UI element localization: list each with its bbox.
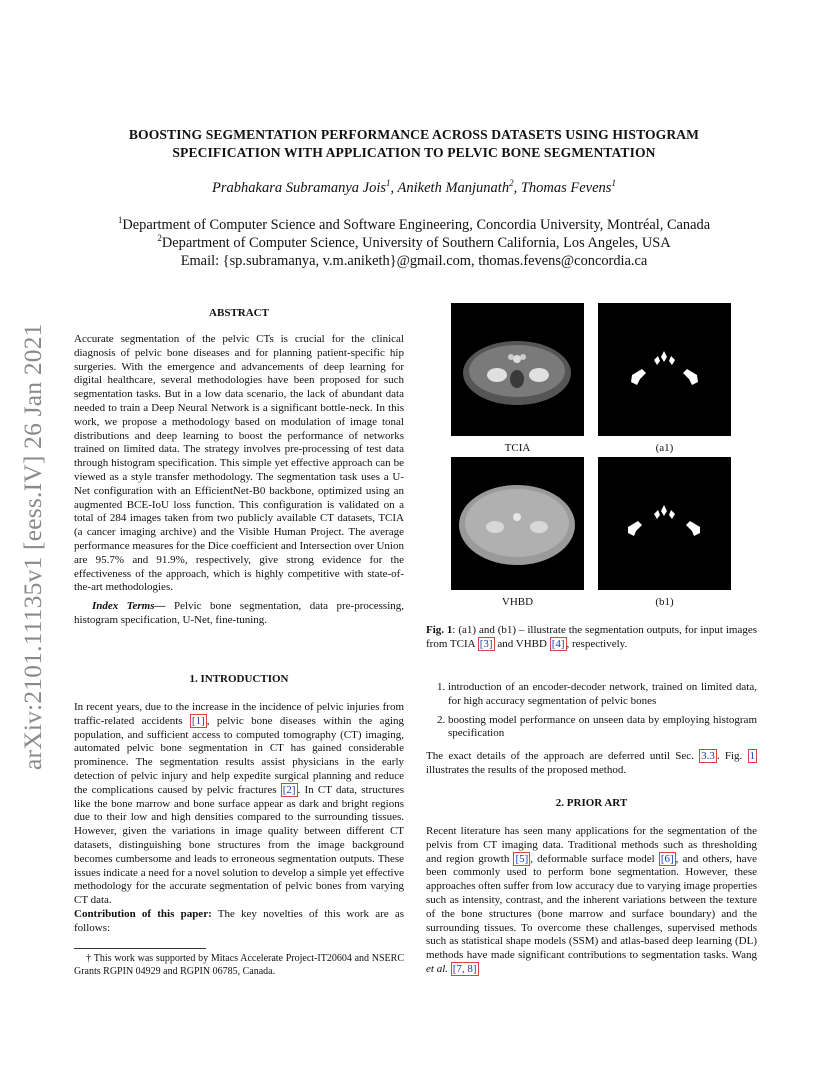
citation-link[interactable]: [7, 8] (452, 962, 477, 975)
author-2: Aniketh Manjunath (397, 180, 510, 196)
list-item: 2. boosting model performance on unseen data by employing histogram specification (448, 714, 757, 742)
section-link[interactable]: 3.3 (701, 750, 715, 762)
figure-label-vhbd: VHBD (501, 596, 534, 608)
author-2-affil: 2 (509, 178, 514, 188)
figure-label-tcia: TCIA (504, 442, 531, 454)
prior-art-heading: 2. PRIOR ART (555, 797, 628, 809)
segmentation-output-b1 (598, 457, 731, 590)
author-3-affil: 1 (611, 178, 616, 188)
ct-image-vhbd (451, 457, 584, 590)
citation-link[interactable]: [5] (515, 852, 529, 865)
segmentation-output-a1 (598, 303, 731, 436)
figure-label-b1: (b1) (655, 596, 674, 608)
abstract-heading: ABSTRACT (209, 307, 269, 319)
citation-link[interactable]: [4] (551, 637, 565, 650)
author-1: Prabhakara Subramanya Jois (212, 180, 387, 196)
citation-link[interactable]: [6] (660, 852, 674, 865)
affiliation-2: $^2$Department of Computer Science, University of Southern California, Los Angeles, USA (157, 233, 671, 251)
exact-details-paragraph: The exact details of the approach are deferred until Sec. 3.3 . Fig. 1 illustrates the results of the proposed method. (426, 750, 755, 776)
index-terms: Index Terms— Pelvic bone segmentation, data pre-processing, histogram specification, U-Net, fine-tuning. (74, 600, 404, 626)
abstract-body: Accurate segmentation of the pelvic CTs is crucial for the clinical diagnosis of pelvic bone diseases and for planning patient-specific hip surgeries. With the emergence and advancements of deep learning for digital healthcare, several methodologies have been proposed for such segmentation tasks. But in a low data scenario, the lack of abundant data needed to train a Deep Neural Network is a significant bottle-neck. In this work, we propose a methodology based on modulation of image tonal distributions and deep learning to boost the performance of networks trained on limited data. The strategy involves pre-processing of test data through histogram specification. This simple yet effective approach can be viewed as a style transfer methodology. The segmentation task uses a U-Net configuration with an EfficientNet-B0 backbone, optimized using an augmented BCE-IoU loss function. This configuration is validated on a total of 284 images taken from two publicly available CT datasets, TCIA (a cancer imaging archive) and the Visible Human Project. The average performance measures for the Dice coefficient and Intersection over Union are 95.7% and 91.9%, respectively, give strong evidence for the effectiveness of the approach, which is highly competitive with state-of-the-art methodologies. Index Terms— Pelvic bone segmentation, data pre-processing, histogram specification, U-Net, fine-tuning. (74, 333, 404, 626)
figure-link[interactable]: 1 (749, 750, 755, 762)
paper-title (60, 126, 768, 162)
affiliations (60, 216, 768, 270)
affiliation-1: $^1$Department of Computer Science and Software Engineering, Concordia University, Montréal, Canada (117, 215, 711, 233)
email-line: Email: {sp.subramanya, v.m.aniketh}@gmail.com, thomas.fevens@concordia.ca (180, 253, 648, 269)
citation-link[interactable]: [1] (191, 714, 205, 727)
title-line-1: BOOSTING SEGMENTATION PERFORMANCE ACROSS DATASETS USING HISTOGRAM (128, 127, 700, 142)
footnote: † This work was supported by Mitacs Accelerate Project-IT20604 and NSERC Grants RGPIN 04929 and RGPIN 06785, Canada. (74, 953, 404, 977)
footnote-rule (74, 948, 206, 949)
figure-label-a1: (a1) (655, 442, 674, 454)
contribution-paragraph: Contribution of this paper: The key novelties of this work are as follows: (74, 907, 404, 934)
author-1-affil: 1 (386, 178, 391, 188)
author-3: Thomas Fevens (520, 180, 612, 196)
citation-link[interactable]: [2] (282, 783, 296, 796)
ct-image-tcia (451, 303, 584, 436)
citation-link[interactable]: [3] (479, 637, 493, 650)
intro-heading: 1. INTRODUCTION (189, 673, 289, 685)
figure-caption: Fig. 1: (a1) and (b1) – illustrate the segmentation outputs, for input images from TCIA [3] and VHBD [4] , respectively. (426, 624, 757, 650)
contribution-list (426, 681, 757, 746)
title-line-2: SPECIFICATION WITH APPLICATION TO PELVIC BONE SEGMENTATION (172, 145, 656, 160)
list-item: 1. introduction of an encoder-decoder network, trained on limited data, for high accuracy segmentation of pelvic bones (448, 681, 757, 709)
intro-body: In recent years, due to the increase in the incidence of pelvic injuries from traffic-related accidents [1] , pelvic bone diseases within the aging population, and sufficient access to computed tomography (CT) imaging, automated pelvic bone segmentation in CT has gained considerable prominence. The segmentation results assist physicians in the early detection of pelvic injury and help expedite surgical planning and reduce the complications caused by pelvic fractures [2] . In CT data, structures like the bone marrow and bone surface appear as dark and bright regions due to their low and high densities compared to the surrounding tissues. However, given the variations in image quality between different CT datasets, distinguishing bone structures from the image background becomes cumbersome and leads to erroneous segmentation outputs. These issues indicate a need for a novel solution to develop a simple yet effective methodology for the accurate segmentation of pelvic bones from varying CT data. Contribution of this paper: The key novelties of this work are as follows: (74, 701, 404, 934)
prior-art-body: Recent literature has seen many applications for the segmentation of the pelvis from CT imaging data. Traditional methods such as thresholding and region growth [5] , deformable surface model [6] , and others, have been commonly used to perform bone segmentation. However, these approaches often suffer from low accuracy due to varying image properties such as intensity, contrast, and the inherent variations between the texture of the bone structures (bone marrow and surface boundary) and the surrounding tissues. To overcome these challenges, supervised methods such as statistical shape models (SSM) and atlas-based deep learning (DL) methods have made significant contributions to segmentation tasks. Wang et al. [7, 8] (426, 825, 757, 975)
arxiv-identifier: arXiv:2101.11135v1 [eess.IV] 26 Jan 2021 (18, 323, 47, 770)
author-list: Prabhakara Subramanya Jois$^1$, Aniketh Manjunath$^2$, Thomas Fevens$^1$ (212, 178, 616, 196)
